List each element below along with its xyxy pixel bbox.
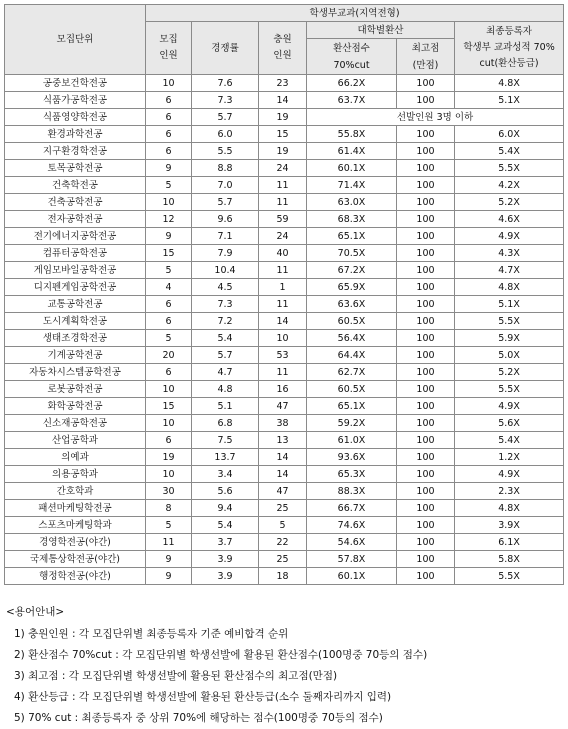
conv-score-cell: 55.8X <box>307 126 397 143</box>
max-score-cell: 100 <box>397 500 455 517</box>
table-row <box>5 160 564 177</box>
header-recruit: 모집 인원 <box>146 22 192 75</box>
filled-cell: 11 <box>259 364 307 381</box>
competition-cell: 4.5 <box>192 279 259 296</box>
max-score-cell: 100 <box>397 415 455 432</box>
recruit-cell: 20 <box>146 347 192 364</box>
conv-score-cell: 60.1X <box>307 568 397 585</box>
recruit-cell: 6 <box>146 126 192 143</box>
table-row <box>5 347 564 364</box>
recruit-cell: 12 <box>146 211 192 228</box>
recruit-cell: 8 <box>146 500 192 517</box>
table-row <box>5 381 564 398</box>
final-grade-cell: 5.5X <box>455 160 564 177</box>
table-row <box>5 483 564 500</box>
filled-cell: 14 <box>259 313 307 330</box>
competition-cell: 9.6 <box>192 211 259 228</box>
competition-cell: 7.3 <box>192 92 259 109</box>
recruit-cell: 6 <box>146 143 192 160</box>
competition-cell: 10.4 <box>192 262 259 279</box>
conv-score-cell: 93.6X <box>307 449 397 466</box>
filled-cell: 5 <box>259 517 307 534</box>
recruit-cell: 10 <box>146 381 192 398</box>
unit-name-cell: 건축공학전공 <box>5 194 146 211</box>
competition-cell: 7.0 <box>192 177 259 194</box>
unit-name-cell: 의예과 <box>5 449 146 466</box>
legend-item: 2) 환산점수 70%cut : 각 모집단위별 학생선발에 활용된 환산점수(100명중 70등의 점수) <box>14 649 428 661</box>
recruit-cell: 4 <box>146 279 192 296</box>
unit-name-cell: 토목공학전공 <box>5 160 146 177</box>
max-score-cell: 100 <box>397 245 455 262</box>
competition-cell: 4.7 <box>192 364 259 381</box>
conv-score-cell: 74.6X <box>307 517 397 534</box>
final-grade-cell: 5.2X <box>455 364 564 381</box>
max-score-cell: 100 <box>397 330 455 347</box>
conv-score-cell: 63.7X <box>307 92 397 109</box>
competition-cell: 7.2 <box>192 313 259 330</box>
table-row <box>5 228 564 245</box>
table-row <box>5 551 564 568</box>
filled-cell: 11 <box>259 262 307 279</box>
recruit-cell: 10 <box>146 194 192 211</box>
final-grade-cell: 5.2X <box>455 194 564 211</box>
max-score-cell: 100 <box>397 279 455 296</box>
legend-item: 4) 환산등급 : 각 모집단위별 학생선발에 활용된 환산등급(소수 둘째자리까지 입력) <box>14 691 392 703</box>
max-score-cell: 100 <box>397 551 455 568</box>
recruit-cell: 11 <box>146 534 192 551</box>
competition-cell: 5.4 <box>192 517 259 534</box>
filled-cell: 14 <box>259 92 307 109</box>
final-grade-cell: 4.2X <box>455 177 564 194</box>
unit-name-cell: 게임모바일공학전공 <box>5 262 146 279</box>
recruit-cell: 9 <box>146 568 192 585</box>
unit-name-cell: 의용공학과 <box>5 466 146 483</box>
recruit-cell: 9 <box>146 551 192 568</box>
conv-score-cell: 54.6X <box>307 534 397 551</box>
conv-score-cell: 60.5X <box>307 381 397 398</box>
max-score-cell: 100 <box>397 483 455 500</box>
competition-cell: 7.5 <box>192 432 259 449</box>
max-score-cell: 100 <box>397 160 455 177</box>
final-grade-cell: 5.4X <box>455 143 564 160</box>
final-grade-cell: 2.3X <box>455 483 564 500</box>
unit-name-cell: 건축학전공 <box>5 177 146 194</box>
table-row <box>5 109 564 126</box>
conv-score-cell: 88.3X <box>307 483 397 500</box>
max-score-cell: 100 <box>397 534 455 551</box>
conv-score-cell: 60.1X <box>307 160 397 177</box>
competition-cell: 3.7 <box>192 534 259 551</box>
conv-score-cell: 56.4X <box>307 330 397 347</box>
unit-name-cell: 스포츠마케팅학과 <box>5 517 146 534</box>
final-grade-cell: 5.5X <box>455 568 564 585</box>
header-group: 학생부교과(지역전형) <box>146 5 564 22</box>
header-conversion-group: 대학별환산 <box>307 22 455 39</box>
competition-cell: 7.9 <box>192 245 259 262</box>
recruit-cell: 19 <box>146 449 192 466</box>
unit-name-cell: 전기에너지공학전공 <box>5 228 146 245</box>
competition-cell: 7.3 <box>192 296 259 313</box>
conv-score-cell: 57.8X <box>307 551 397 568</box>
max-score-cell: 100 <box>397 568 455 585</box>
unit-name-cell: 교통공학전공 <box>5 296 146 313</box>
table-row <box>5 398 564 415</box>
max-score-cell: 100 <box>397 466 455 483</box>
merged-note-cell: 선발인원 3명 이하 <box>307 109 564 126</box>
final-grade-cell: 6.0X <box>455 126 564 143</box>
filled-cell: 53 <box>259 347 307 364</box>
conv-score-cell: 60.5X <box>307 313 397 330</box>
recruit-cell: 15 <box>146 245 192 262</box>
recruit-cell: 6 <box>146 432 192 449</box>
unit-name-cell: 식품영양학전공 <box>5 109 146 126</box>
conv-score-cell: 59.2X <box>307 415 397 432</box>
table-row <box>5 449 564 466</box>
table-row <box>5 313 564 330</box>
final-grade-cell: 5.0X <box>455 347 564 364</box>
table-body <box>5 75 564 585</box>
recruit-cell: 6 <box>146 92 192 109</box>
final-grade-cell: 4.3X <box>455 245 564 262</box>
unit-name-cell: 경영학전공(야간) <box>5 534 146 551</box>
admissions-table <box>4 4 564 585</box>
max-score-cell: 100 <box>397 177 455 194</box>
filled-cell: 1 <box>259 279 307 296</box>
table-row <box>5 75 564 92</box>
competition-cell: 6.8 <box>192 415 259 432</box>
competition-cell: 5.5 <box>192 143 259 160</box>
conv-score-cell: 61.4X <box>307 143 397 160</box>
recruit-cell: 6 <box>146 296 192 313</box>
recruit-cell: 5 <box>146 177 192 194</box>
table-row <box>5 194 564 211</box>
max-score-cell: 100 <box>397 432 455 449</box>
filled-cell: 18 <box>259 568 307 585</box>
max-score-cell: 100 <box>397 517 455 534</box>
filled-cell: 13 <box>259 432 307 449</box>
final-grade-cell: 4.9X <box>455 466 564 483</box>
table-row <box>5 534 564 551</box>
table-row <box>5 262 564 279</box>
conv-score-cell: 62.7X <box>307 364 397 381</box>
competition-cell: 8.8 <box>192 160 259 177</box>
table-row <box>5 279 564 296</box>
competition-cell: 3.4 <box>192 466 259 483</box>
max-score-cell: 100 <box>397 211 455 228</box>
table-row <box>5 92 564 109</box>
filled-cell: 10 <box>259 330 307 347</box>
table-row <box>5 296 564 313</box>
filled-cell: 14 <box>259 466 307 483</box>
conv-score-cell: 66.2X <box>307 75 397 92</box>
final-grade-cell: 4.9X <box>455 228 564 245</box>
filled-cell: 59 <box>259 211 307 228</box>
max-score-cell: 100 <box>397 313 455 330</box>
final-grade-cell: 5.9X <box>455 330 564 347</box>
conv-score-cell: 61.0X <box>307 432 397 449</box>
table-row <box>5 415 564 432</box>
recruit-cell: 9 <box>146 160 192 177</box>
max-score-cell: 100 <box>397 228 455 245</box>
unit-name-cell: 도시계획학전공 <box>5 313 146 330</box>
conv-score-cell: 66.7X <box>307 500 397 517</box>
competition-cell: 13.7 <box>192 449 259 466</box>
recruit-cell: 10 <box>146 415 192 432</box>
recruit-cell: 30 <box>146 483 192 500</box>
unit-name-cell: 패션마케팅학전공 <box>5 500 146 517</box>
filled-cell: 25 <box>259 551 307 568</box>
competition-cell: 7.1 <box>192 228 259 245</box>
final-grade-cell: 5.5X <box>455 313 564 330</box>
unit-name-cell: 생태조경학전공 <box>5 330 146 347</box>
final-grade-cell: 5.1X <box>455 92 564 109</box>
recruit-cell: 6 <box>146 313 192 330</box>
unit-name-cell: 식품가공학전공 <box>5 92 146 109</box>
recruit-cell: 15 <box>146 398 192 415</box>
conv-score-cell: 65.9X <box>307 279 397 296</box>
unit-name-cell: 지구환경학전공 <box>5 143 146 160</box>
filled-cell: 14 <box>259 449 307 466</box>
legend <box>6 602 427 729</box>
filled-cell: 15 <box>259 126 307 143</box>
unit-name-cell: 로봇공학전공 <box>5 381 146 398</box>
competition-cell: 6.0 <box>192 126 259 143</box>
filled-cell: 11 <box>259 177 307 194</box>
table-row <box>5 126 564 143</box>
max-score-cell: 100 <box>397 194 455 211</box>
unit-name-cell: 기계공학전공 <box>5 347 146 364</box>
filled-cell: 38 <box>259 415 307 432</box>
conv-score-cell: 65.3X <box>307 466 397 483</box>
max-score-cell: 100 <box>397 92 455 109</box>
unit-name-cell: 신소재공학전공 <box>5 415 146 432</box>
final-grade-cell: 5.6X <box>455 415 564 432</box>
legend-heading: <용어안내> <box>6 606 65 618</box>
final-grade-cell: 4.8X <box>455 500 564 517</box>
conv-score-cell: 63.0X <box>307 194 397 211</box>
conv-score-cell: 65.1X <box>307 398 397 415</box>
recruit-cell: 6 <box>146 364 192 381</box>
unit-name-cell: 공중보건학전공 <box>5 75 146 92</box>
recruit-cell: 5 <box>146 330 192 347</box>
unit-name-cell: 자동차시스템공학전공 <box>5 364 146 381</box>
filled-cell: 24 <box>259 160 307 177</box>
final-grade-cell: 4.8X <box>455 279 564 296</box>
max-score-cell: 100 <box>397 262 455 279</box>
legend-item: 3) 최고점 : 각 모집단위별 학생선발에 활용된 환산점수의 최고점(만점) <box>14 670 338 682</box>
competition-cell: 7.6 <box>192 75 259 92</box>
header-final-group: 최종등록자 학생부 교과성적 70% cut(환산등급) <box>455 22 564 75</box>
unit-name-cell: 환경과학전공 <box>5 126 146 143</box>
header-filled: 충원 인원 <box>259 22 307 75</box>
table-row <box>5 500 564 517</box>
competition-cell: 5.6 <box>192 483 259 500</box>
table-row <box>5 432 564 449</box>
table-row <box>5 517 564 534</box>
competition-cell: 5.4 <box>192 330 259 347</box>
unit-name-cell: 화학공학전공 <box>5 398 146 415</box>
unit-name-cell: 디지펜게임공학전공 <box>5 279 146 296</box>
conv-score-cell: 65.1X <box>307 228 397 245</box>
recruit-cell: 5 <box>146 262 192 279</box>
max-score-cell: 100 <box>397 449 455 466</box>
competition-cell: 5.7 <box>192 109 259 126</box>
conv-score-cell: 71.4X <box>307 177 397 194</box>
filled-cell: 25 <box>259 500 307 517</box>
table-row <box>5 568 564 585</box>
conv-score-cell: 68.3X <box>307 211 397 228</box>
header-unit: 모집단위 <box>5 5 146 75</box>
competition-cell: 5.7 <box>192 194 259 211</box>
final-grade-cell: 4.7X <box>455 262 564 279</box>
legend-item: 1) 충원인원 : 각 모집단위별 최종등록자 기준 예비합격 순위 <box>14 628 289 640</box>
unit-name-cell: 간호학과 <box>5 483 146 500</box>
unit-name-cell: 컴퓨터공학전공 <box>5 245 146 262</box>
final-grade-cell: 5.8X <box>455 551 564 568</box>
recruit-cell: 9 <box>146 228 192 245</box>
competition-cell: 3.9 <box>192 568 259 585</box>
max-score-cell: 100 <box>397 75 455 92</box>
final-grade-cell: 3.9X <box>455 517 564 534</box>
table-row <box>5 177 564 194</box>
competition-cell: 9.4 <box>192 500 259 517</box>
final-grade-cell: 6.1X <box>455 534 564 551</box>
final-grade-cell: 4.8X <box>455 75 564 92</box>
final-grade-cell: 4.6X <box>455 211 564 228</box>
filled-cell: 24 <box>259 228 307 245</box>
table-row <box>5 330 564 347</box>
conv-score-cell: 67.2X <box>307 262 397 279</box>
max-score-cell: 100 <box>397 398 455 415</box>
unit-name-cell: 국제통상학전공(야간) <box>5 551 146 568</box>
table-row <box>5 143 564 160</box>
filled-cell: 23 <box>259 75 307 92</box>
max-score-cell: 100 <box>397 143 455 160</box>
competition-cell: 4.8 <box>192 381 259 398</box>
table-row <box>5 466 564 483</box>
competition-cell: 5.7 <box>192 347 259 364</box>
max-score-cell: 100 <box>397 126 455 143</box>
table-row <box>5 211 564 228</box>
conv-score-cell: 70.5X <box>307 245 397 262</box>
competition-cell: 3.9 <box>192 551 259 568</box>
competition-cell: 5.1 <box>192 398 259 415</box>
filled-cell: 11 <box>259 296 307 313</box>
filled-cell: 40 <box>259 245 307 262</box>
unit-name-cell: 전자공학전공 <box>5 211 146 228</box>
header-conv-score: 환산점수 70%cut <box>307 39 397 75</box>
final-grade-cell: 5.1X <box>455 296 564 313</box>
final-grade-cell: 4.9X <box>455 398 564 415</box>
filled-cell: 19 <box>259 143 307 160</box>
table-row <box>5 364 564 381</box>
final-grade-cell: 5.5X <box>455 381 564 398</box>
conv-score-cell: 64.4X <box>307 347 397 364</box>
filled-cell: 19 <box>259 109 307 126</box>
max-score-cell: 100 <box>397 347 455 364</box>
filled-cell: 11 <box>259 194 307 211</box>
filled-cell: 22 <box>259 534 307 551</box>
recruit-cell: 10 <box>146 466 192 483</box>
legend-item: 5) 70% cut : 최종등록자 중 상위 70%에 해당하는 점수(100명중 70등의 점수) <box>14 712 383 724</box>
final-grade-cell: 5.4X <box>455 432 564 449</box>
table-row <box>5 245 564 262</box>
recruit-cell: 10 <box>146 75 192 92</box>
header-max-score: 최고점 (만점) <box>397 39 455 75</box>
filled-cell: 16 <box>259 381 307 398</box>
conv-score-cell: 63.6X <box>307 296 397 313</box>
max-score-cell: 100 <box>397 296 455 313</box>
max-score-cell: 100 <box>397 381 455 398</box>
final-grade-cell: 1.2X <box>455 449 564 466</box>
filled-cell: 47 <box>259 398 307 415</box>
recruit-cell: 6 <box>146 109 192 126</box>
header-competition: 경쟁률 <box>192 22 259 75</box>
unit-name-cell: 행정학전공(야간) <box>5 568 146 585</box>
unit-name-cell: 산업공학과 <box>5 432 146 449</box>
filled-cell: 47 <box>259 483 307 500</box>
max-score-cell: 100 <box>397 364 455 381</box>
recruit-cell: 5 <box>146 517 192 534</box>
